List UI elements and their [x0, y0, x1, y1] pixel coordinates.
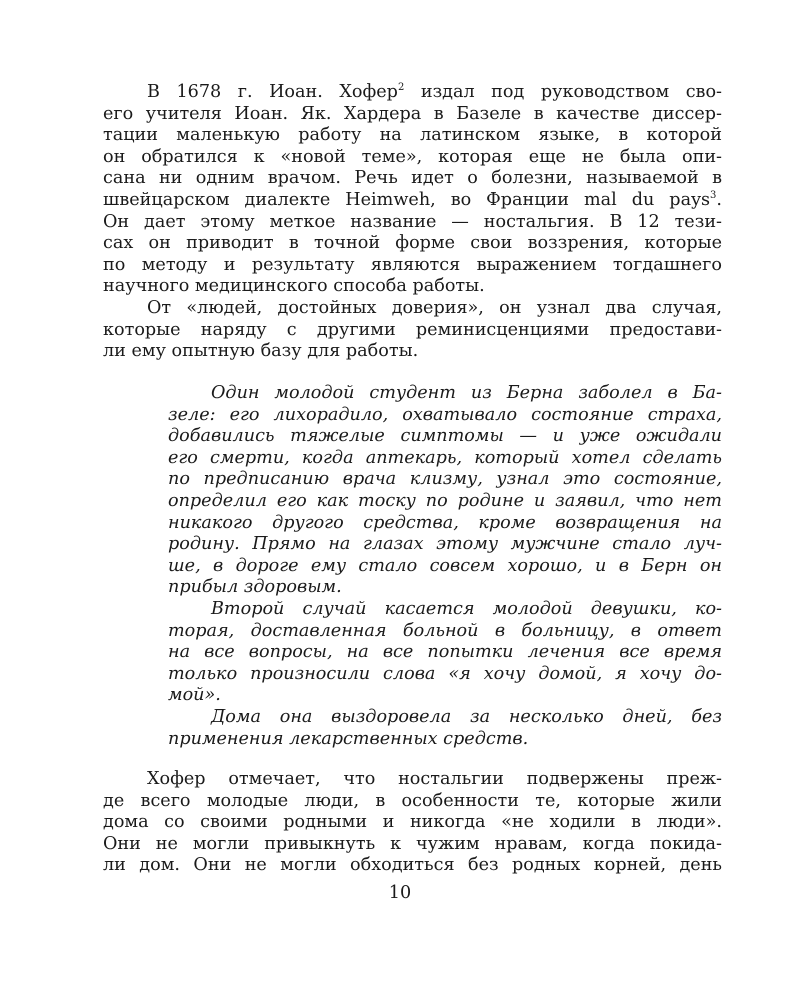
page-number: 10	[388, 883, 412, 903]
text-line: дома со своими родными и никогда «не ходили в люди».	[103, 812, 722, 833]
text-line: его учителя Иоан. Як. Хардера в Базеле в качестве диссер-	[103, 103, 722, 124]
text-line: по методу и результату являются выражением тогдашнего	[103, 254, 722, 275]
quote-line: по предписанию врача клизму, узнал это состояние,	[168, 469, 722, 490]
quote-line: его смерти, когда аптекарь, который хотел сделать	[168, 447, 722, 468]
quote-line: применения лекарственных средств.	[168, 728, 529, 749]
paragraph-1	[103, 82, 722, 363]
quote-line: Дома она выздоровела за несколько дней, без	[211, 706, 722, 727]
quote-line: добавились тяжелые симптомы — и уже ожидали	[168, 426, 722, 447]
block-quote	[168, 383, 722, 750]
quote-line: только произносили слова «я хочу домой, я хочу до-	[168, 663, 722, 684]
paragraph-3	[103, 769, 722, 877]
quote-line: прибыл здоровым.	[168, 577, 342, 598]
quote-line: ше, в дороге ему стало совсем хорошо, и в Берн он	[168, 555, 722, 576]
text-line: Хофер отмечает, что ностальгии подвержены преж-	[147, 769, 722, 789]
quote-line: зеле: его лихорадило, охватывало состояние страха,	[168, 404, 722, 425]
text-line: Он дает этому меткое название — ностальгия. В 12 тези-	[103, 211, 722, 232]
text-line: ли ему опытную базу для работы.	[103, 341, 419, 362]
text-line: Они не могли привыкнуть к чужим нравам, когда покида-	[103, 833, 722, 854]
quote-line: определил его как тоску по родине и заявил, что нет	[168, 490, 722, 511]
text-line: де всего молодые люди, в особенности те, которые жили	[103, 790, 722, 811]
text-line: тации маленькую работу на латинском языке, в которой	[103, 125, 722, 146]
footnote-ref: 3	[710, 189, 717, 201]
text-line: От «людей, достойных доверия», он узнал два случая,	[147, 297, 722, 318]
text-line: сана ни одним врачом. Речь идет о болезни, называемой в	[103, 168, 722, 189]
quote-line: торая, доставленная больной в больницу, в ответ	[168, 620, 722, 641]
text-line: В 1678 г. Иоан. Хофер$^2$ издал под руководством сво-	[147, 82, 722, 102]
quote-line: Второй случай касается молодой девушки, ко-	[211, 598, 722, 619]
quote-line: никакого другого средства, кроме возвращения на	[168, 512, 722, 533]
text-line: он обратился к «новой теме», которая еще не была опи-	[103, 146, 722, 167]
text-line: сах он приводит в точной форме свои воззрения, которые	[103, 233, 722, 254]
quote-line: на все вопросы, на все попытки лечения все время	[168, 642, 722, 663]
footnote-ref: 2	[397, 82, 405, 93]
text-line: которые наряду с другими реминисценциями предостави-	[103, 319, 722, 340]
quote-line: мой».	[168, 685, 221, 706]
text-line: научного медицинского способа работы.	[103, 276, 485, 297]
quote-line: родину. Прямо на глазах этому мужчине стало луч-	[168, 534, 722, 555]
quote-line: Один молодой студент из Берна заболел в Ба-	[211, 383, 722, 403]
text-line: ли дом. Они не могли обходиться без родных корней, день	[103, 855, 722, 876]
text-line: швейцарском диалекте Heimweh, во Франции mal du pays$^3$.	[103, 189, 722, 210]
